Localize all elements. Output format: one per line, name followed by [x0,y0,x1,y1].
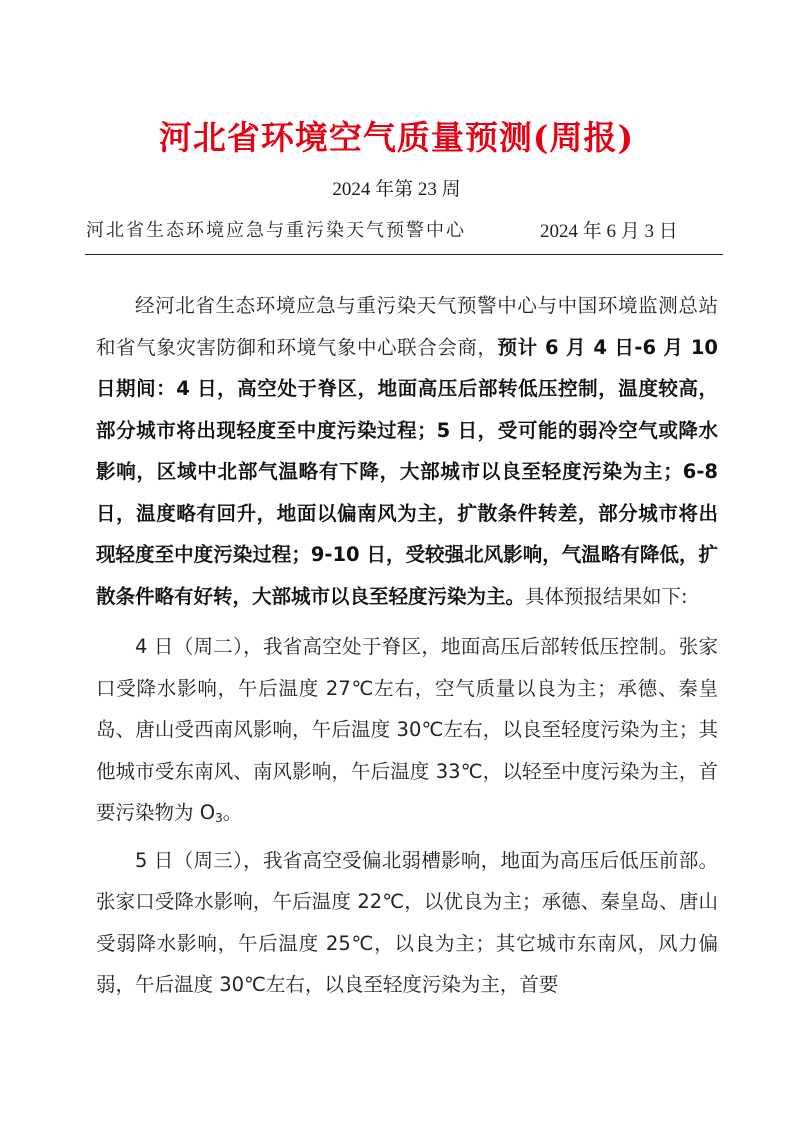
intro-paragraph [96,285,718,617]
issue-number: 2024 年第 23 周 [332,179,461,200]
intro-summary: 预计 6 月 4 日-6 月 10 日期间：4 日，高空处于脊区，地面高压后部转低压控制，温度较高，部分城市将出现轻度至中度污染过程；5 日，受可能的弱冷空气或降水影响，区域中北部气温略有下降，大部城市以良至轻度污染为主；6-8 日，温度略有回升，地面以偏南风为主，扩散条件转差，部分城市将出现轻度至中度污染过程；9-10 日，受较强北风影响，气温略有降低，扩散条件略有好转，大部城市以良至轻度污染为主。 [96,335,718,608]
report-title: 河北省环境空气质量预测(周报) [158,118,635,157]
subscript-3: 3 [215,811,223,825]
intro-lead: 经河北省生态环境应急与重污染天气预警中心与中国环境监测总站和省气象灾害防御和环境气象中心联合会商， [96,294,718,359]
forecast-day-5 [96,840,718,1006]
header-divider [85,254,723,255]
forecast-day-5-text: 5 日（周三），我省高空受偏北弱槽影响，地面为高压后低压前部。张家口受降水影响，午后温度 22℃，以优良为主；承德、秦皇岛、唐山受弱降水影响，午后温度 25℃，以良为主；其它城市东南风，风力偏弱，午后温度 30℃左右，以良至轻度污染为主，首要 [96,848,718,996]
issue-date: 2024 年 6 月 3 日 [540,221,678,242]
forecast-day-4-end: 。 [222,801,243,824]
issuer-line [86,216,678,242]
issuer-name: 河北省生态环境应急与重污染天气预警中心 [86,220,466,241]
forecast-day-4-text: 4 日（周二），我省高空处于脊区，地面高压后部转低压控制。张家口受降水影响，午后温度 27℃左右，空气质量以良为主；承德、秦皇岛、唐山受西南风影响，午后温度 30℃左右，以良至轻度污染为主；其他城市受东南风、南风影响，午后温度 33℃，以轻至中度污染为主，首要污染物为 O [96,635,718,824]
forecast-day-4 [96,626,718,840]
intro-tail: 具体预报结果如下: [525,584,688,608]
report-body [96,285,718,1006]
